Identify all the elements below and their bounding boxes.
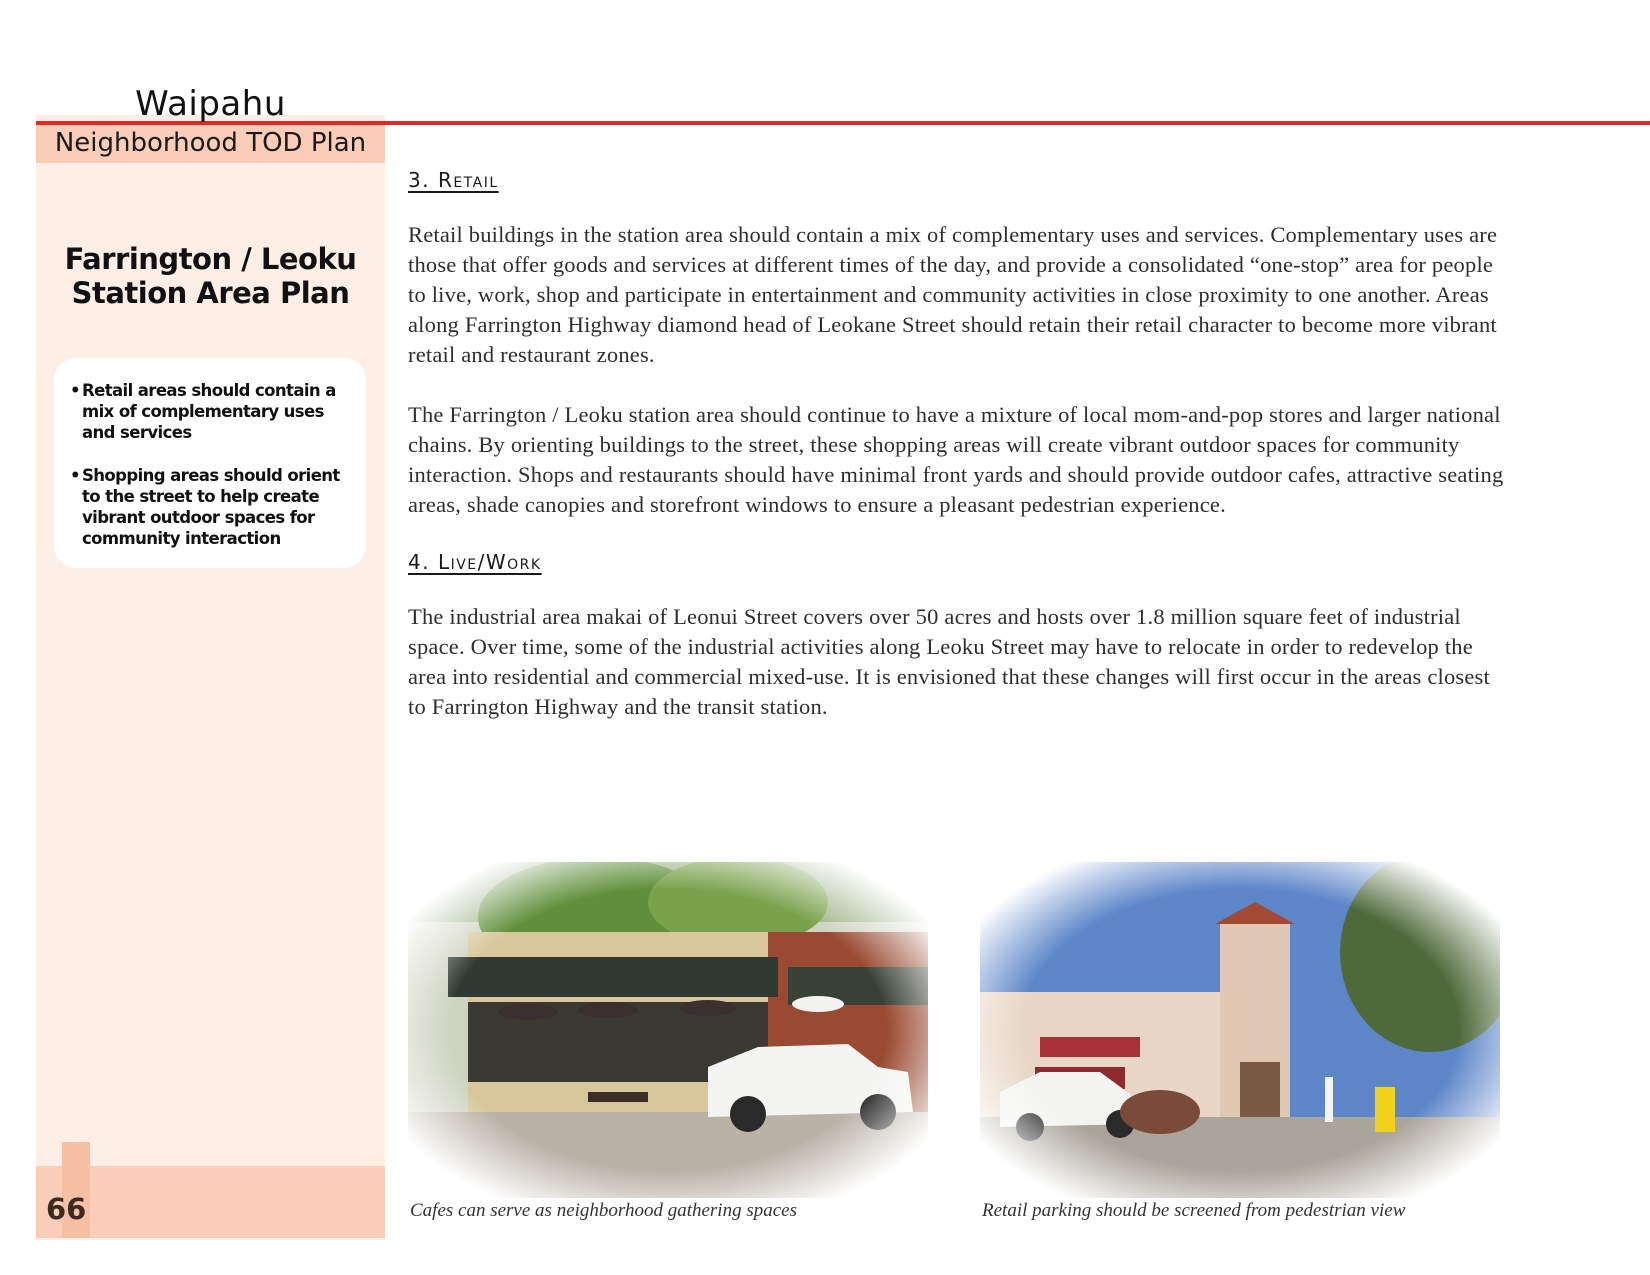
section-heading-retail: 3. Retail (408, 168, 499, 192)
station-title-line-1: Farrington / Leoku (64, 242, 357, 276)
key-point-text: Retail areas should contain a mix of complementary uses and services (82, 381, 336, 442)
retail-parking-photo-caption: Retail parking should be screened from pedestrian view (982, 1200, 1406, 1221)
document-subtitle: Neighborhood TOD Plan (54, 128, 367, 158)
key-point-item (70, 380, 348, 443)
retail-paragraph-1: Retail buildings in the station area should contain a mix of complementary uses and services. Complementary uses are those that offer goods and services at different times of the day, and provide a consolidated “one-stop” area for people to live, work, shop and participate in entertainment and community activities in close proximity to one another. Areas along Farrington Highway diamond head of Leokane Street should retain their retail character to become more vibrant retail and restaurant zones. (408, 222, 1498, 367)
retail-paragraph-2: The Farrington / Leoku station area should continue to have a mixture of local mom-and-pop stores and larger national chains. By orienting buildings to the street, these shopping areas will create vibrant outdoor spaces for community interaction. Shops and restaurants should have minimal front yards and should provide outdoor cafes, attractive seating areas, shade canopies and storefront windows to ensure a pleasant pedestrian experience. (408, 402, 1504, 517)
cafe-photo (408, 862, 928, 1198)
section-heading-live-work: 4. Live/Work (408, 550, 542, 574)
station-area-title (36, 242, 385, 310)
retail-parking-photo-illustration (980, 862, 1500, 1198)
live-work-paragraph: The industrial area makai of Leonui Street covers over 50 acres and hosts over 1.8 million square feet of industrial space. Over time, some of the industrial activities along Leoku Street may have to relocate in order to redevelop the area into residential and commercial mixed-use. It is envisioned that these changes will first occur in the areas closest to Farrington Highway and the transit station. (408, 604, 1490, 719)
station-title-line-2: Station Area Plan (71, 276, 350, 310)
key-point-text: Shopping areas should orient to the street to help create vibrant outdoor spaces for community interaction (82, 466, 340, 548)
main-content (408, 168, 1513, 752)
page-number: 66 (46, 1192, 87, 1226)
bullet-icon: • (70, 381, 80, 400)
key-point-item (70, 465, 348, 549)
retail-parking-photo (980, 862, 1500, 1198)
cafe-photo-illustration (408, 862, 928, 1198)
document-title: Waipahu (135, 84, 286, 124)
bullet-icon: • (70, 466, 80, 485)
cafe-photo-caption: Cafes can serve as neighborhood gathering spaces (410, 1200, 797, 1221)
key-points-box (54, 358, 366, 568)
